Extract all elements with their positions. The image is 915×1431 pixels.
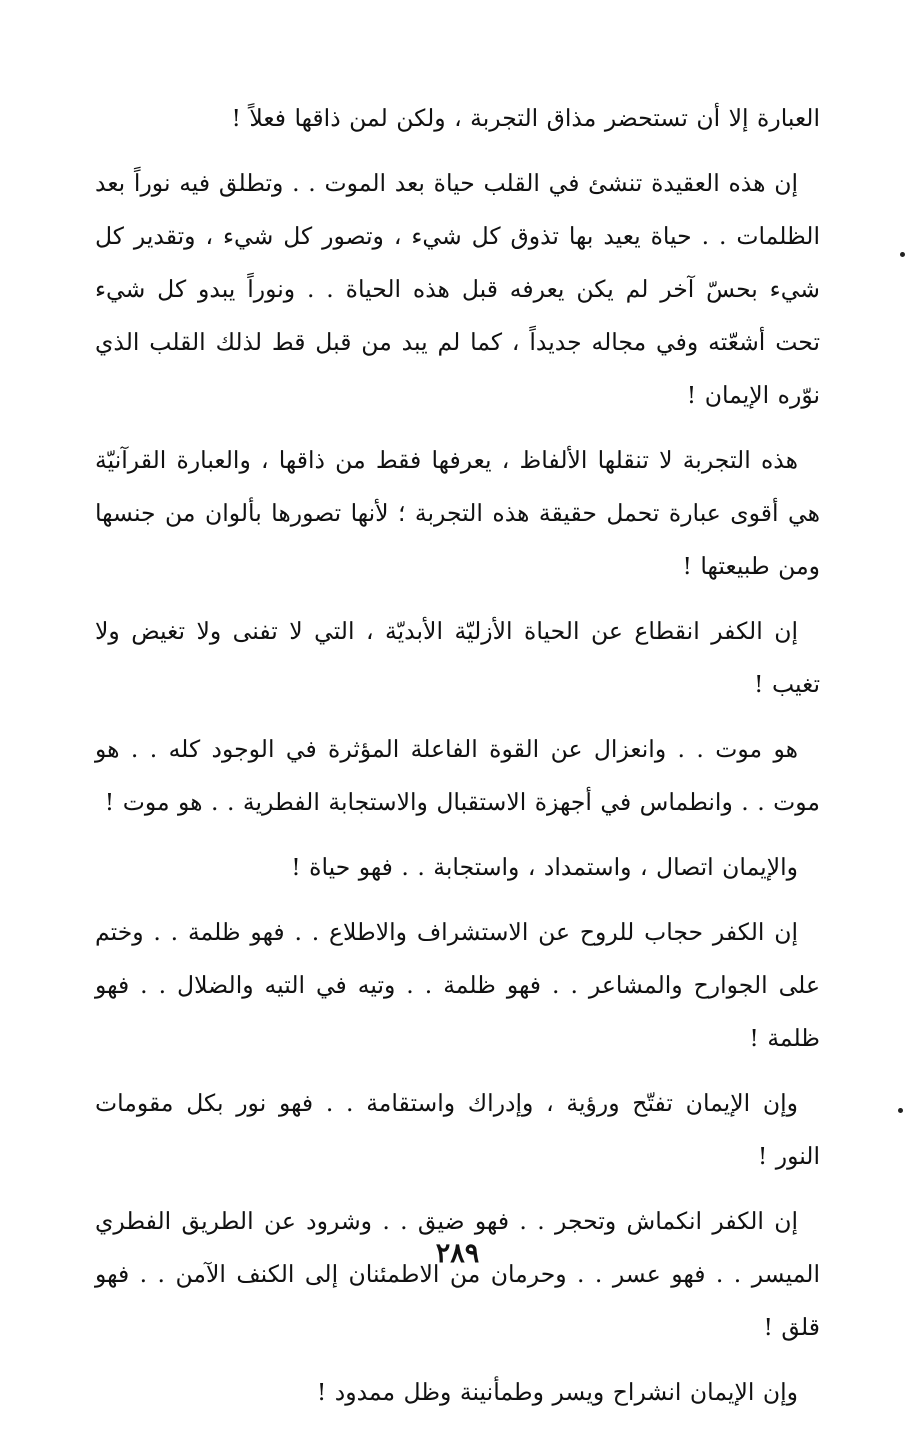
paragraph-3: هذه التجربة لا تنقلها الألفاظ ، يعرفها فقط من ذاقها ، والعبارة القرآنيّة هي أقوى عبارة تحمل حقيقة هذه التجربة ؛ لأنها تصورها بألوان من جنسها ومن طبيعتها !	[95, 446, 820, 580]
paragraph-7: إن الكفر حجاب للروح عن الاستشراف والاطلاع . . فهو ظلمة . . وختم على الجوارح والمشاعر . . فهو ظلمة . . وتيه في التيه والضلال . . فهو ظلمة !	[95, 918, 820, 1052]
paragraph-1: العبارة إلا أن تستحضر مذاق التجربة ، ولكن لمن ذاقها فعلاً !	[231, 104, 820, 132]
margin-mark	[898, 1108, 903, 1113]
paragraph-6: والإيمان اتصال ، واستمداد ، واستجابة . . فهو حياة !	[291, 853, 798, 881]
page-number: ٢٨٩	[435, 1238, 480, 1269]
paragraph-10: وإن الإيمان انشراح ويسر وطمأنينة وظل ممدود !	[316, 1378, 798, 1406]
paragraph-2: إن هذه العقيدة تنشئ في القلب حياة بعد الموت . . وتطلق فيه نوراً بعد الظلمات . . حياة يعيد بها تذوق كل شيء ، وتصور كل شيء ، وتقدير كل شيء بحسّ آخر لم يكن يعرفه قبل هذه الحياة . . ونوراً يبدو كل شيء تحت أشعّته وفي مجاله جديداً ، كما لم يبد من قبل قط لذلك القلب الذي نوّره الإيمان !	[95, 169, 820, 409]
paragraph-9: إن الكفر انكماش وتحجر . . فهو ضيق . . وشرود عن الطريق الفطري الميسر . . فهو عسر . . وحرمان من الاطمئنان إلى الكنف الآمن . . فهو قلق !	[95, 1207, 820, 1341]
paragraph-5: هو موت . . وانعزال عن القوة الفاعلة المؤثرة في الوجود كله . . هو موت . . وانطماس في أجهزة الاستقبال والاستجابة الفطرية . . هو موت !	[95, 735, 820, 816]
body-text	[95, 92, 820, 1431]
margin-mark	[900, 252, 905, 257]
paragraph-8: وإن الإيمان تفتّح ورؤية ، وإدراك واستقامة . . فهو نور بكل مقومات النور !	[95, 1089, 820, 1170]
paragraph-4: إن الكفر انقطاع عن الحياة الأزليّة الأبديّة ، التي لا تفنى ولا تغيض ولا تغيب !	[95, 617, 820, 698]
